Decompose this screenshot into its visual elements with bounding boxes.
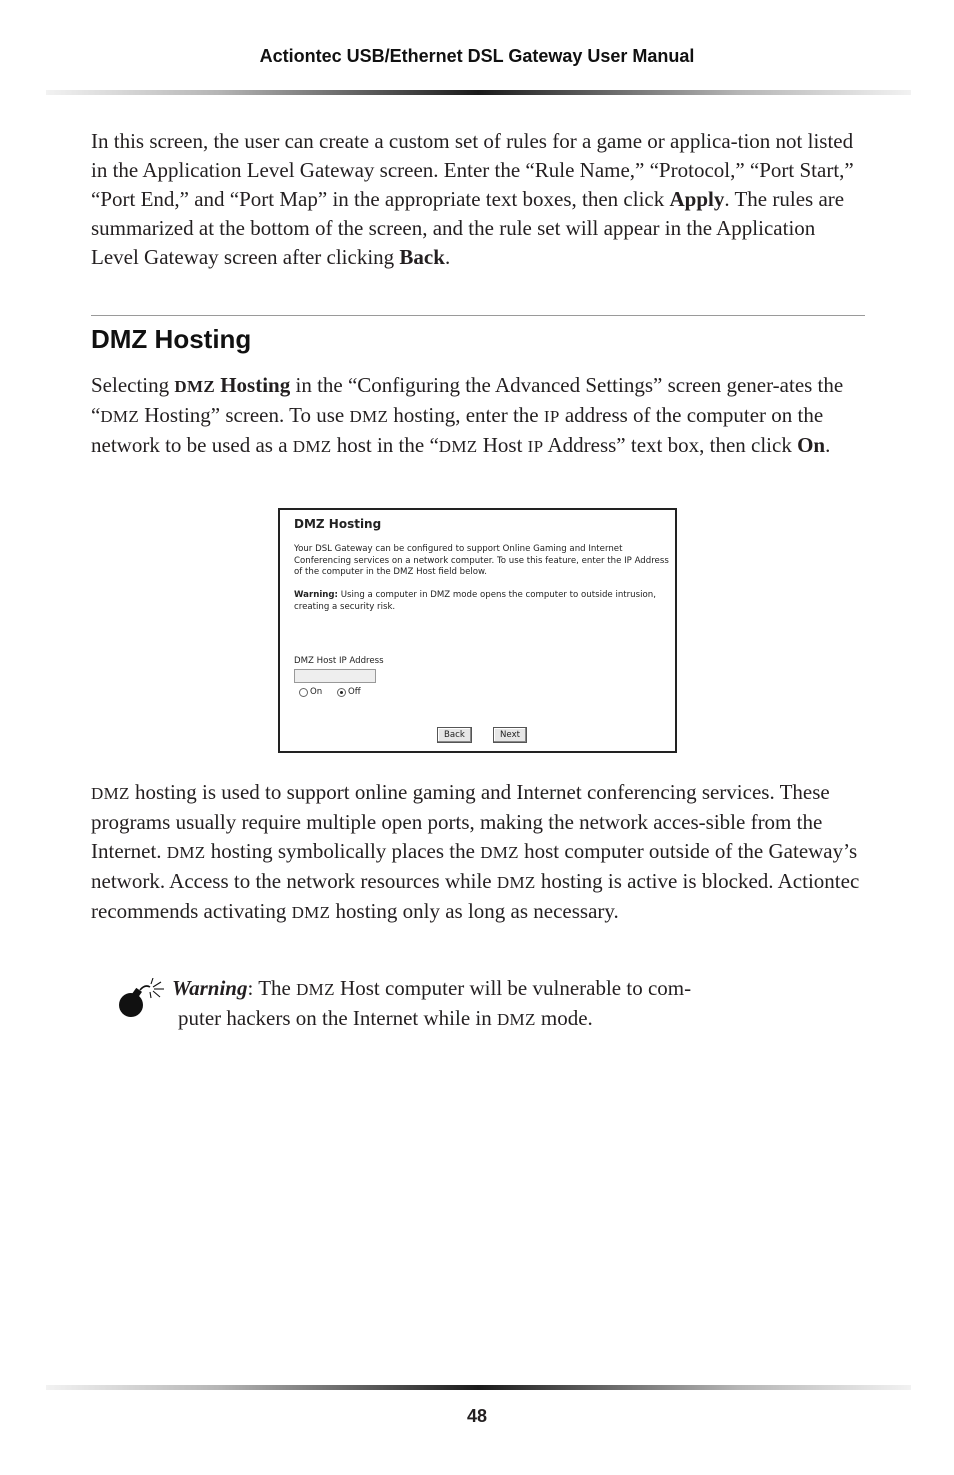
dmz-term: DMZ — [349, 407, 389, 426]
p1-text: address of the computer on the network to be used as a — [91, 403, 824, 457]
dmz-term: DMZ — [91, 784, 130, 803]
intro-text-1: In this screen, the user can create a custom set of rules for a game or applica-tion not listed in the Application Level Gateway screen. Enter the “Rule Name,” “Protocol,” “Port Start,” “Port End,” and “Port Map” in the appropriate text boxes, then click — [91, 129, 854, 211]
screenshot-title: DMZ Hosting — [294, 517, 382, 531]
dmz-term: DMZ — [496, 1010, 536, 1029]
dmz-term: DMZ — [438, 437, 478, 456]
header-rule — [46, 90, 911, 95]
dmz-term: DMZ — [292, 437, 332, 456]
back-button[interactable]: Back — [437, 727, 472, 743]
dmz-term: DMZ — [174, 377, 215, 396]
warning-text — [172, 974, 772, 1034]
p2-text: host computer outside of the Gateway’s network. Access to the network resources while — [91, 839, 858, 893]
section-title: DMZ Hosting — [91, 324, 252, 354]
dmz-hosting-screenshot — [278, 508, 677, 753]
page-number: 48 — [466, 1406, 488, 1426]
section-divider — [91, 315, 865, 316]
dmz-term: DMZ — [166, 843, 206, 862]
p2-text: hosting only as long as necessary. — [330, 899, 619, 923]
back-term: Back — [399, 245, 445, 269]
dmz-host-ip-input[interactable] — [294, 669, 376, 683]
dmz-term: DMZ — [480, 843, 519, 862]
warning-text-part: mode. — [535, 1006, 593, 1030]
hosting-term: Hosting — [214, 373, 291, 397]
p1-text: host in the “ — [331, 433, 439, 457]
p1-text: hosting, enter the — [388, 403, 544, 427]
dmz-term: DMZ — [291, 903, 331, 922]
screenshot-warning-label: Warning: — [294, 590, 338, 600]
ip-term: IP — [543, 407, 560, 426]
dmz-term: DMZ — [296, 980, 335, 999]
radio-off-option[interactable] — [337, 687, 361, 697]
p2-text: hosting is active is blocked. Actiontec recommends activating — [91, 869, 860, 923]
dmz-usage-paragraph — [91, 778, 861, 927]
radio-on-label: On — [310, 687, 323, 697]
bomb-icon — [117, 978, 167, 1020]
apply-term: Apply — [669, 187, 725, 211]
intro-paragraph — [91, 127, 861, 272]
radio-on-option[interactable] — [299, 687, 322, 697]
p1-text: in the “Configuring the Advanced Settings” screen gener-ates the “ — [91, 373, 844, 427]
intro-text-2: . The rules are summarized at the bottom of the screen, and the rule set will appear in the Application Level Gateway screen after clicking — [91, 187, 845, 269]
dmz-intro-paragraph — [91, 371, 861, 461]
warning-line-2 — [172, 1004, 772, 1034]
dmz-host-ip-label: DMZ Host IP Address — [294, 656, 384, 666]
p2-text: hosting symbolically places the — [205, 839, 481, 863]
footer-rule — [46, 1385, 911, 1390]
p1-text: . — [825, 433, 831, 457]
warning-text-part: Host computer will be vulnerable to com- — [334, 976, 692, 1000]
ip-term: IP — [527, 437, 544, 456]
radio-off-label: Off — [348, 687, 361, 697]
screenshot-warning-text: Using a computer in DMZ mode opens the computer to outside intrusion, creating a security risk. — [294, 590, 656, 612]
dmz-term: DMZ — [100, 407, 140, 426]
warning-text-part: puter hackers on the Internet while in — [178, 1006, 497, 1030]
p1-text: Selecting — [91, 373, 175, 397]
dmz-term: DMZ — [496, 873, 536, 892]
radio-on[interactable] — [299, 688, 308, 697]
warning-label: Warning — [172, 976, 248, 1000]
p1-text: Address” text box, then click — [543, 433, 798, 457]
screenshot-warning — [294, 590, 672, 613]
screenshot-description: Your DSL Gateway can be configured to support Online Gaming and Internet Conferencing services on a network computer. To use this feature, enter the IP Address of the computer in the DMZ Host field below. — [294, 544, 669, 577]
p2-text: hosting is used to support online gaming and Internet conferencing services. These programs usually require multiple open ports, making the network acces-sible from the Internet. — [91, 780, 830, 863]
p1-text: Host — [477, 433, 528, 457]
next-button[interactable]: Next — [493, 727, 527, 743]
on-term: On — [797, 433, 826, 457]
warning-text-part: : The — [247, 976, 297, 1000]
running-header: Actiontec USB/Ethernet DSL Gateway User Manual — [259, 46, 695, 66]
radio-off[interactable] — [337, 688, 346, 697]
intro-text-3: . — [444, 245, 451, 269]
p1-text: Hosting” screen. To use — [139, 403, 350, 427]
